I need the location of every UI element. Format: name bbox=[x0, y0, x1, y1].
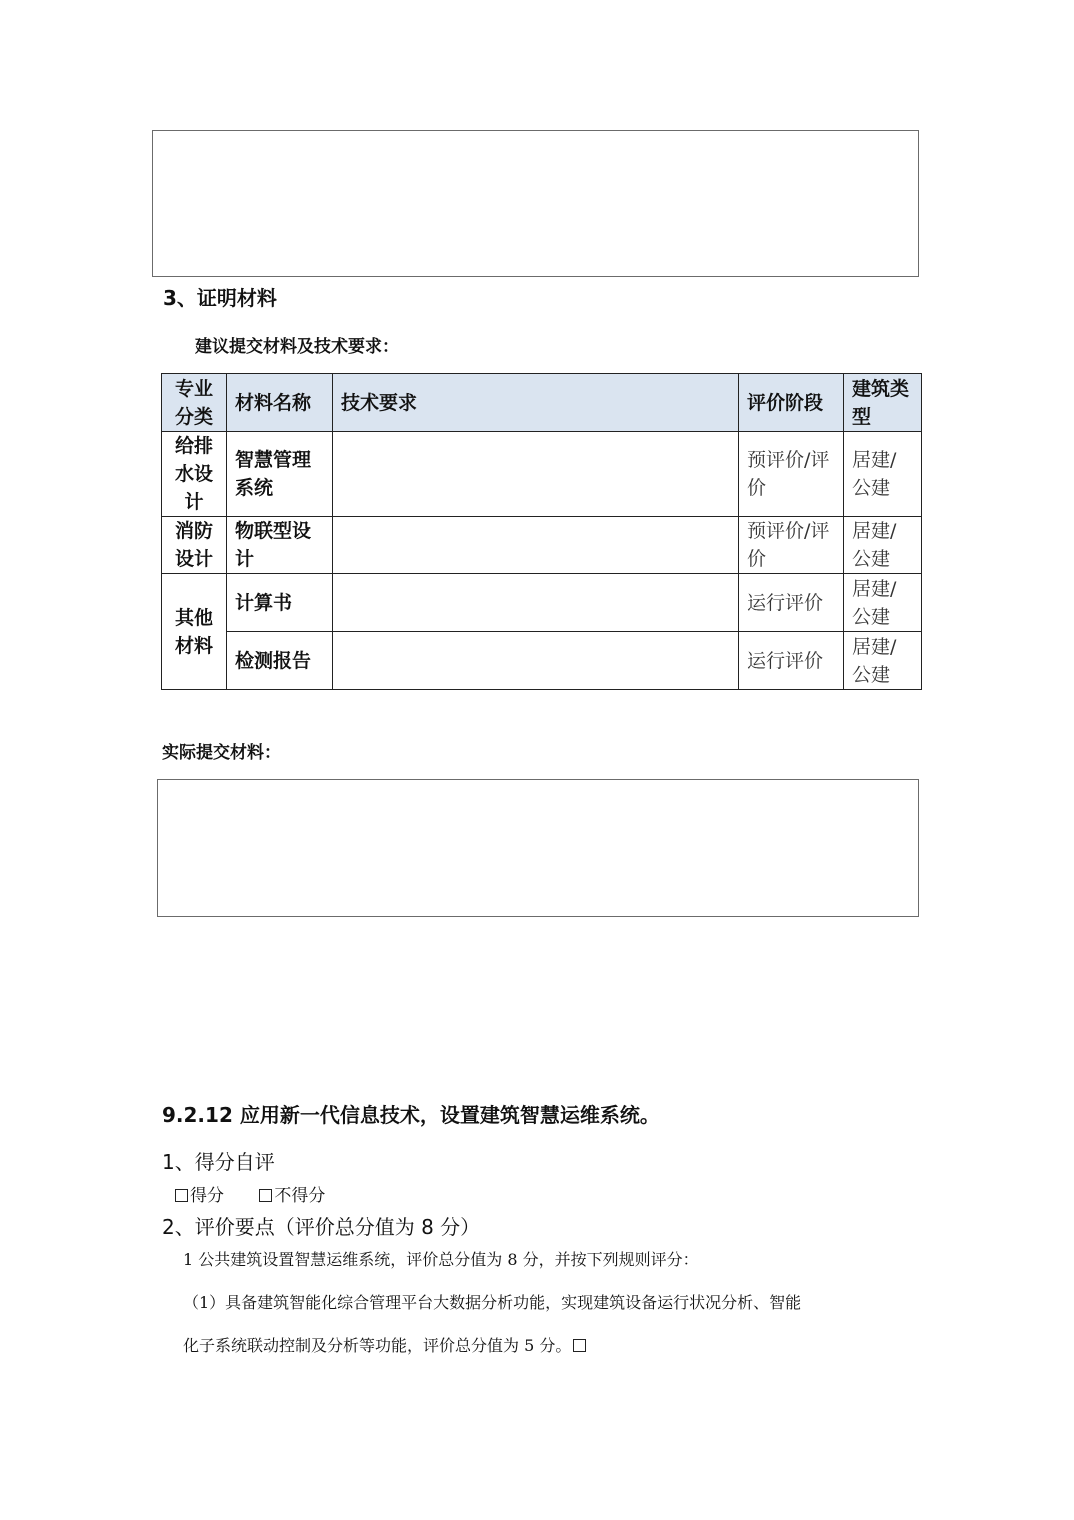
cell-building-type: 居建/公建 bbox=[844, 517, 922, 574]
cell-material: 物联型设计 bbox=[227, 517, 333, 574]
key-points-title: 2、评价要点（评价总分值为 8 分） bbox=[162, 1215, 481, 1239]
no-score-option[interactable] bbox=[259, 1186, 325, 1206]
rule-intro: 1 公共建筑设置智慧运维系统，评价总分值为 8 分，并按下列规则评分： bbox=[183, 1250, 699, 1269]
section-title-evidence: 3、证明材料 bbox=[163, 286, 277, 310]
cell-category: 给排水设计 bbox=[162, 432, 227, 517]
header-building-type: 建筑类型 bbox=[844, 374, 922, 432]
score-option[interactable] bbox=[175, 1186, 224, 1206]
cell-requirement bbox=[333, 574, 739, 632]
table-row bbox=[162, 432, 922, 517]
cell-category: 消防设计 bbox=[162, 517, 227, 574]
cell-stage: 预评价/评价 bbox=[739, 517, 844, 574]
score-checkbox[interactable] bbox=[175, 1189, 188, 1202]
rule-1-line-1: （1）具备建筑智能化综合管理平台大数据分析功能，实现建筑设备运行状况分析、智能 bbox=[183, 1293, 802, 1312]
table-row bbox=[162, 517, 922, 574]
table-row bbox=[162, 574, 922, 632]
actual-materials-box[interactable] bbox=[157, 779, 919, 917]
section-subtitle-suggested: 建议提交材料及技术要求： bbox=[195, 337, 399, 357]
self-eval-title: 1、得分自评 bbox=[162, 1150, 275, 1174]
cell-building-type: 居建/公建 bbox=[844, 574, 922, 632]
score-option-label: 得分 bbox=[190, 1186, 224, 1206]
cell-material: 智慧管理系统 bbox=[227, 432, 333, 517]
actual-materials-label: 实际提交材料： bbox=[162, 743, 281, 763]
header-material: 材料名称 bbox=[227, 374, 333, 432]
cell-stage: 运行评价 bbox=[739, 632, 844, 690]
top-text-box[interactable] bbox=[152, 130, 919, 277]
cell-stage: 预评价/评价 bbox=[739, 432, 844, 517]
cell-category: 其他材料 bbox=[162, 574, 227, 690]
header-stage: 评价阶段 bbox=[739, 374, 844, 432]
header-category: 专业分类 bbox=[162, 374, 227, 432]
cell-requirement bbox=[333, 517, 739, 574]
cell-building-type: 居建/公建 bbox=[844, 632, 922, 690]
cell-material: 计算书 bbox=[227, 574, 333, 632]
table-header-row bbox=[162, 374, 922, 432]
header-requirement: 技术要求 bbox=[333, 374, 739, 432]
cell-requirement bbox=[333, 432, 739, 517]
cell-requirement bbox=[333, 632, 739, 690]
clause-heading: 9.2.12 应用新一代信息技术，设置建筑智慧运维系统。 bbox=[162, 1103, 660, 1127]
cell-stage: 运行评价 bbox=[739, 574, 844, 632]
cell-building-type: 居建/公建 bbox=[844, 432, 922, 517]
self-eval-options bbox=[175, 1181, 325, 1206]
rule-1-checkbox[interactable] bbox=[573, 1339, 586, 1352]
materials-table bbox=[161, 373, 922, 690]
rule-1-line-2 bbox=[183, 1333, 588, 1356]
no-score-checkbox[interactable] bbox=[259, 1189, 272, 1202]
rule-1-line-2-text: 化子系统联动控制及分析等功能，评价总分值为 5 分。 bbox=[183, 1336, 572, 1355]
cell-material: 检测报告 bbox=[227, 632, 333, 690]
no-score-option-label: 不得分 bbox=[274, 1186, 326, 1206]
table-row bbox=[162, 632, 922, 690]
